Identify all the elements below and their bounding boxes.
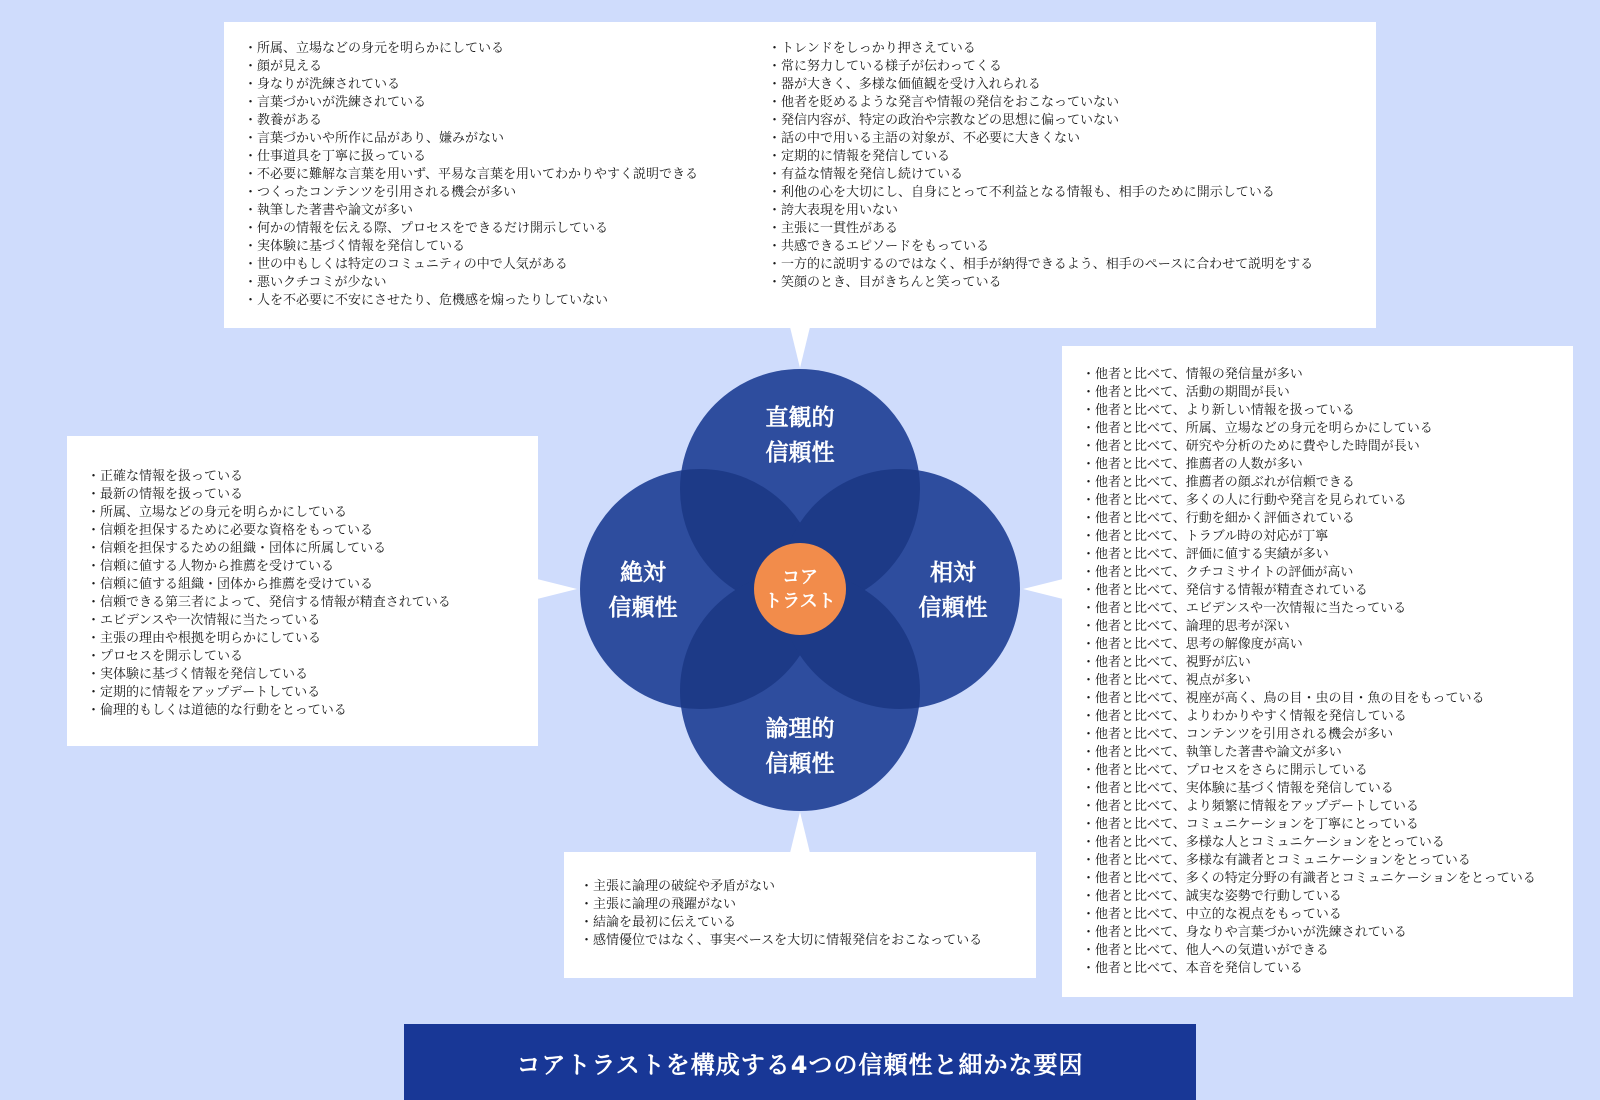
left-box-pointer: [537, 579, 577, 599]
list-item: ・ 定期的に情報をアップデートしている: [87, 684, 538, 702]
circle-top-label-1: 直観的: [765, 405, 835, 431]
list-item: ・ 最新の情報を扱っている: [87, 486, 538, 504]
list-item: ・ 執筆した著書や論文が多い: [244, 202, 698, 220]
circle-right-label-2: 信頼性: [918, 595, 988, 621]
list-item: ・ 信頼を担保するために必要な資格をもっている: [87, 522, 538, 540]
list-item: ・ 主張の理由や根拠を明らかにしている: [87, 630, 538, 648]
list-item: ・ エビデンスや一次情報に当たっている: [87, 612, 538, 630]
list-item: ・ 結論を最初に伝えている: [580, 914, 1036, 932]
list-item: ・ 身なりが洗練されている: [244, 76, 698, 94]
list-item: ・ 他者と比べて、実体験に基づく情報を発信している: [1082, 780, 1573, 798]
diagram-caption-text: コアトラストを構成する4つの信頼性と細かな要因: [516, 1050, 1084, 1079]
circle-left-label-1: 絶対: [620, 560, 666, 586]
list-item: ・ 他者と比べて、より新しい情報を扱っている: [1082, 402, 1573, 420]
list-item: ・ プロセスを開示している: [87, 648, 538, 666]
list-item: ・ 他者と比べて、活動の期間が長い: [1082, 384, 1573, 402]
list-item: ・ 話の中で用いる主語の対象が、不必要に大きくない: [768, 130, 1313, 148]
list-item: ・ 常に努力している様子が伝わってくる: [768, 58, 1313, 76]
core-trust-circle: [754, 543, 846, 635]
list-item: ・ 他者と比べて、トラブル時の対応が丁寧: [1082, 528, 1573, 546]
list-item: ・ 所属、立場などの身元を明らかにしている: [244, 40, 698, 58]
list-item: ・ 他者と比べて、誠実な姿勢で行動している: [1082, 888, 1573, 906]
list-item: ・ 他者と比べて、発信する情報が精査されている: [1082, 582, 1573, 600]
list-item: ・ トレンドをしっかり押さえている: [768, 40, 1313, 58]
list-item: ・ 悪いクチコミが少ない: [244, 274, 698, 292]
list-item: ・ 言葉づかいや所作に品があり、嫌みがない: [244, 130, 698, 148]
list-item: ・ 感情優位ではなく、事実ベースを大切に情報発信をおこなっている: [580, 932, 1036, 950]
list-item: ・ 他者と比べて、視点が多い: [1082, 672, 1573, 690]
list-item: ・ 他者と比べて、クチコミサイトの評価が高い: [1082, 564, 1573, 582]
list-item: ・ 教養がある: [244, 112, 698, 130]
list-item: ・ 他者と比べて、中立的な視点をもっている: [1082, 906, 1573, 924]
right-box-pointer: [1023, 579, 1063, 599]
list-item: ・ 他者と比べて、視座が高く、鳥の目・虫の目・魚の目をもっている: [1082, 690, 1573, 708]
list-item: ・ 他者と比べて、執筆した著書や論文が多い: [1082, 744, 1573, 762]
list-item: ・ 他者と比べて、よりわかりやすく情報を発信している: [1082, 708, 1573, 726]
list-item: ・ 倫理的もしくは道徳的な行動をとっている: [87, 702, 538, 720]
list-item: ・ 他者と比べて、研究や分析のために費やした時間が長い: [1082, 438, 1573, 456]
list-item: ・ 他者と比べて、推薦者の人数が多い: [1082, 456, 1573, 474]
list-item: ・ 主張に論理の破綻や矛盾がない: [580, 878, 1036, 896]
list-item: ・ 発信内容が、特定の政治や宗教などの思想に偏っていない: [768, 112, 1313, 130]
list-item: ・ 共感できるエピソードをもっている: [768, 238, 1313, 256]
list-item: ・ 仕事道具を丁寧に扱っている: [244, 148, 698, 166]
list-item: ・ 他者と比べて、コンテンツを引用される機会が多い: [1082, 726, 1573, 744]
list-item: ・ 不必要に難解な言葉を用いず、平易な言葉を用いてわかりやすく説明できる: [244, 166, 698, 184]
list-item: ・ 他者と比べて、論理的思考が深い: [1082, 618, 1573, 636]
list-item: ・ 他者と比べて、推薦者の顔ぶれが信頼できる: [1082, 474, 1573, 492]
circle-right-label-1: 相対: [930, 560, 976, 586]
list-item: ・ 他者と比べて、多様な有識者とコミュニケーションをとっている: [1082, 852, 1573, 870]
list-item: ・ 他者と比べて、多くの特定分野の有識者とコミュニケーションをとっている: [1082, 870, 1573, 888]
list-item: ・ 主張に一貫性がある: [768, 220, 1313, 238]
list-item: ・ 他者と比べて、情報の発信量が多い: [1082, 366, 1573, 384]
circle-top-label-2: 信頼性: [765, 440, 835, 466]
list-item: ・ つくったコンテンツを引用される機会が多い: [244, 184, 698, 202]
list-item: ・ 他者と比べて、本音を発信している: [1082, 960, 1573, 978]
list-item: ・ 定期的に情報を発信している: [768, 148, 1313, 166]
list-item: ・ 信頼できる第三者によって、発信する情報が精査されている: [87, 594, 538, 612]
list-item: ・ 顔が見える: [244, 58, 698, 76]
list-item: ・ 他者と比べて、コミュニケーションを丁寧にとっている: [1082, 816, 1573, 834]
list-item: ・ 他者と比べて、視野が広い: [1082, 654, 1573, 672]
circle-left-label-2: 信頼性: [608, 595, 678, 621]
list-item: ・ 信頼に値する組織・団体から推薦を受けている: [87, 576, 538, 594]
list-item: ・ 所属、立場などの身元を明らかにしている: [87, 504, 538, 522]
circle-bottom-label-1: 論理的: [765, 716, 835, 742]
list-item: ・ 主張に論理の飛躍がない: [580, 896, 1036, 914]
list-item: ・ 有益な情報を発信し続けている: [768, 166, 1313, 184]
list-item: ・ 器が大きく、多様な価値観を受け入れられる: [768, 76, 1313, 94]
list-item: ・ 他者と比べて、行動を細かく評価されている: [1082, 510, 1573, 528]
core-label-1: コア: [782, 567, 818, 588]
diagram-caption: [404, 1024, 1196, 1100]
list-item: ・ 世の中もしくは特定のコミュニティの中で人気がある: [244, 256, 698, 274]
list-item: ・ 他者と比べて、他人への気遣いができる: [1082, 942, 1573, 960]
list-item: ・ 他者と比べて、所属、立場などの身元を明らかにしている: [1082, 420, 1573, 438]
list-item: ・ 利他の心を大切にし、自身にとって不利益となる情報も、相手のために開示している: [768, 184, 1313, 202]
list-item: ・ 他者と比べて、思考の解像度が高い: [1082, 636, 1573, 654]
list-item: ・ 他者と比べて、身なりや言葉づかいが洗練されている: [1082, 924, 1573, 942]
list-item: ・ 人を不必要に不安にさせたり、危機感を煽ったりしていない: [244, 292, 698, 310]
list-item: ・ 他者と比べて、エビデンスや一次情報に当たっている: [1082, 600, 1573, 618]
list-item: ・ 何かの情報を伝える際、プロセスをできるだけ開示している: [244, 220, 698, 238]
list-item: ・ 正確な情報を扱っている: [87, 468, 538, 486]
list-item: ・ 他者と比べて、プロセスをさらに開示している: [1082, 762, 1573, 780]
list-item: ・ 他者と比べて、多様な人とコミュニケーションをとっている: [1082, 834, 1573, 852]
circle-bottom-label-2: 信頼性: [765, 751, 835, 777]
list-item: ・ 信頼を担保するための組織・団体に所属している: [87, 540, 538, 558]
list-item: ・ 他者と比べて、多くの人に行動や発言を見られている: [1082, 492, 1573, 510]
bottom-box-pointer: [790, 812, 810, 853]
list-item: ・ 他者を貶めるような発言や情報の発信をおこなっていない: [768, 94, 1313, 112]
list-item: ・ 実体験に基づく情報を発信している: [87, 666, 538, 684]
core-label-2: トラスト: [764, 591, 836, 612]
list-item: ・ 他者と比べて、より頻繁に情報をアップデートしている: [1082, 798, 1573, 816]
top-box-pointer: [790, 327, 810, 368]
list-item: ・ 言葉づかいが洗練されている: [244, 94, 698, 112]
list-item: ・ 誇大表現を用いない: [768, 202, 1313, 220]
list-item: ・ 信頼に値する人物から推薦を受けている: [87, 558, 538, 576]
list-item: ・ 笑顔のとき、目がきちんと笑っている: [768, 274, 1313, 292]
list-item: ・ 一方的に説明するのではなく、相手が納得できるよう、相手のペースに合わせて説明をする: [768, 256, 1313, 274]
list-item: ・ 他者と比べて、評価に値する実績が多い: [1082, 546, 1573, 564]
list-item: ・ 実体験に基づく情報を発信している: [244, 238, 698, 256]
